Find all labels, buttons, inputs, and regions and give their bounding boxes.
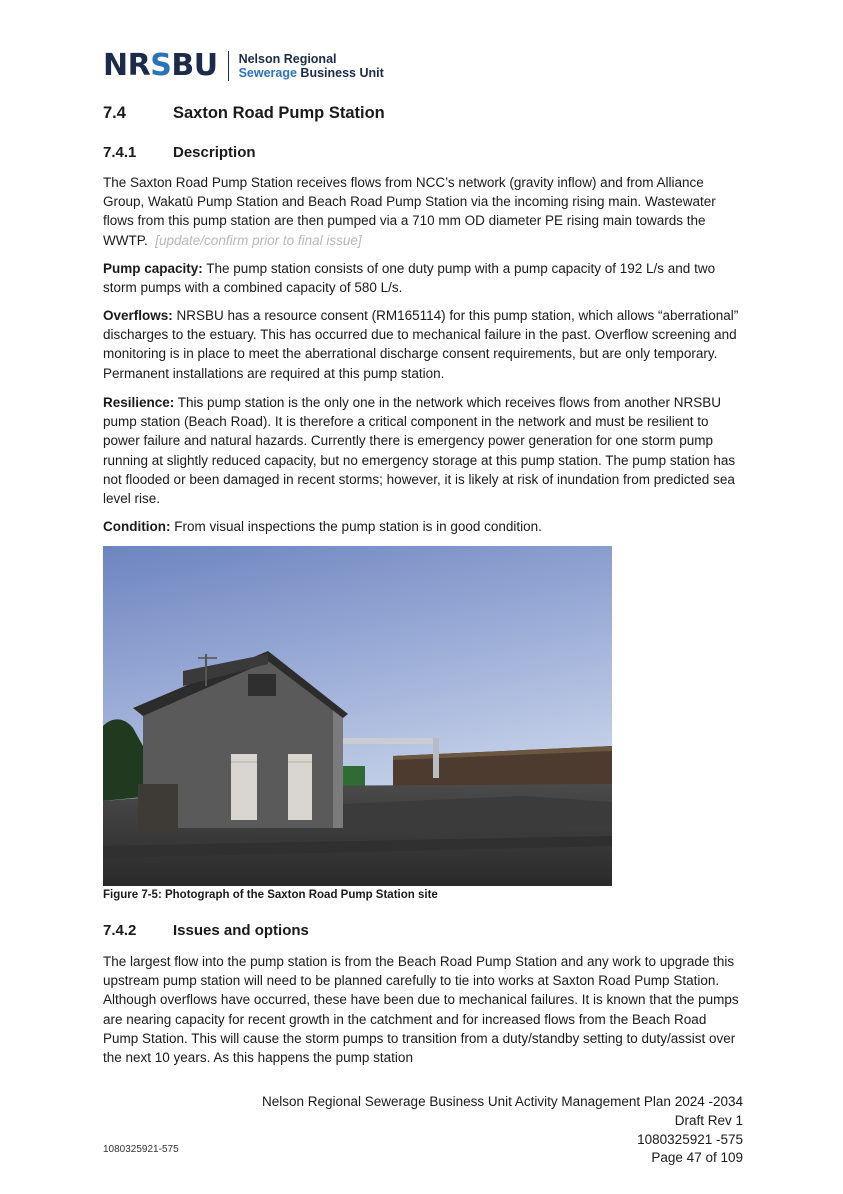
issues-title: Issues and options — [173, 922, 309, 939]
footer-doc-id: 1080325921-575 — [103, 1144, 179, 1155]
logo-divider — [228, 51, 229, 81]
resilience-paragraph: Resilience: This pump station is the only one in the network which receives flows from another NRSBU pump station (Beach Road). It is therefore a critical component in the network and must be resilient to power failure and natural hazards. Currently there is emergency power generation for one storm pump running at slightly reduced capacity, but no emergency storage at this pump station. The pump station has not flooded or been damaged in recent storms; however, it is likely at risk of inundation from predicted sea level rise. — [103, 395, 736, 507]
condition-paragraph: Condition: From visual inspections the pump station is in good condition. — [103, 519, 542, 534]
footer-document-number: 1080325921 -575 — [637, 1131, 743, 1147]
description-title: Description — [173, 144, 256, 161]
resilience-label: Resilience: — [103, 395, 175, 410]
page-footer — [262, 1093, 743, 1168]
overflows-paragraph: Overflows: NRSBU has a resource consent (RM165114) for this pump station, which allows “aberrational” discharges to the estuary. This has occurred due to mechanical failure in the past. Overflow screening and monitoring is in place to meet the aberrational discharge consent requirements, but are only temporary. Permanent installations are required at this pump station. — [103, 308, 739, 381]
review-note: [update/confirm prior to final issue] — [155, 232, 362, 248]
pump-station-photo — [103, 546, 612, 886]
section-title: Saxton Road Pump Station — [173, 104, 385, 122]
condition-label: Condition: — [103, 519, 171, 534]
footer-plan-title: Nelson Regional Sewerage Business Unit Activity Management Plan 2024 -2034 — [261, 1094, 743, 1109]
pump-capacity-label: Pump capacity: — [103, 261, 203, 276]
footer-page-number: Page 47 of 109 — [651, 1150, 743, 1166]
pump-capacity-paragraph: Pump capacity: The pump station consists of one duty pump with a pump capacity of 192 L/s and two storm pumps with a combined capacity of 580 L/s. — [103, 261, 716, 296]
nrsbu-logo — [103, 50, 384, 82]
description-number: 7.4.1 — [103, 144, 137, 161]
footer-revision: Draft Rev 1 — [674, 1112, 743, 1128]
issues-heading — [103, 922, 309, 939]
logo-org-name: Nelson Regional Sewerage Business Unit — [238, 52, 384, 80]
section-heading — [103, 104, 385, 123]
figure-caption: Figure 7-5: Photograph of the Saxton Road Pump Station site — [103, 889, 438, 901]
issues-paragraph: The largest flow into the pump station is from the Beach Road Pump Station and any work to upgrade this upstream pump station will need to be planned carefully to tie into works at Saxton Road Pump Station. Although overflows have occurred, these have been due to mechanical failures. It is known that the pumps are nearing capacity for recent growth in the catchment and for increased flows from the Beach Road Pump Station. This will cause the storm pumps to transition from a duty/standby setting to duty/assist over the next 10 years. As this happens the pump station — [103, 954, 739, 1066]
logo-wordmark: NRSBU — [103, 48, 218, 83]
issues-number: 7.4.2 — [103, 922, 137, 939]
description-intro: The Saxton Road Pump Station receives flows from NCC’s network (gravity inflow) and from Alliance Group, Wakatū Pump Station and Beach Road Pump Station via the incoming rising main. Wastewater flows from this pump station are then pumped via a 710 mm OD diameter PE rising main towards the WWTP. [update/confirm prior to final issue] — [103, 175, 716, 248]
overflows-label: Overflows: — [103, 308, 173, 323]
section-number: 7.4 — [103, 104, 126, 122]
description-heading — [103, 144, 256, 161]
